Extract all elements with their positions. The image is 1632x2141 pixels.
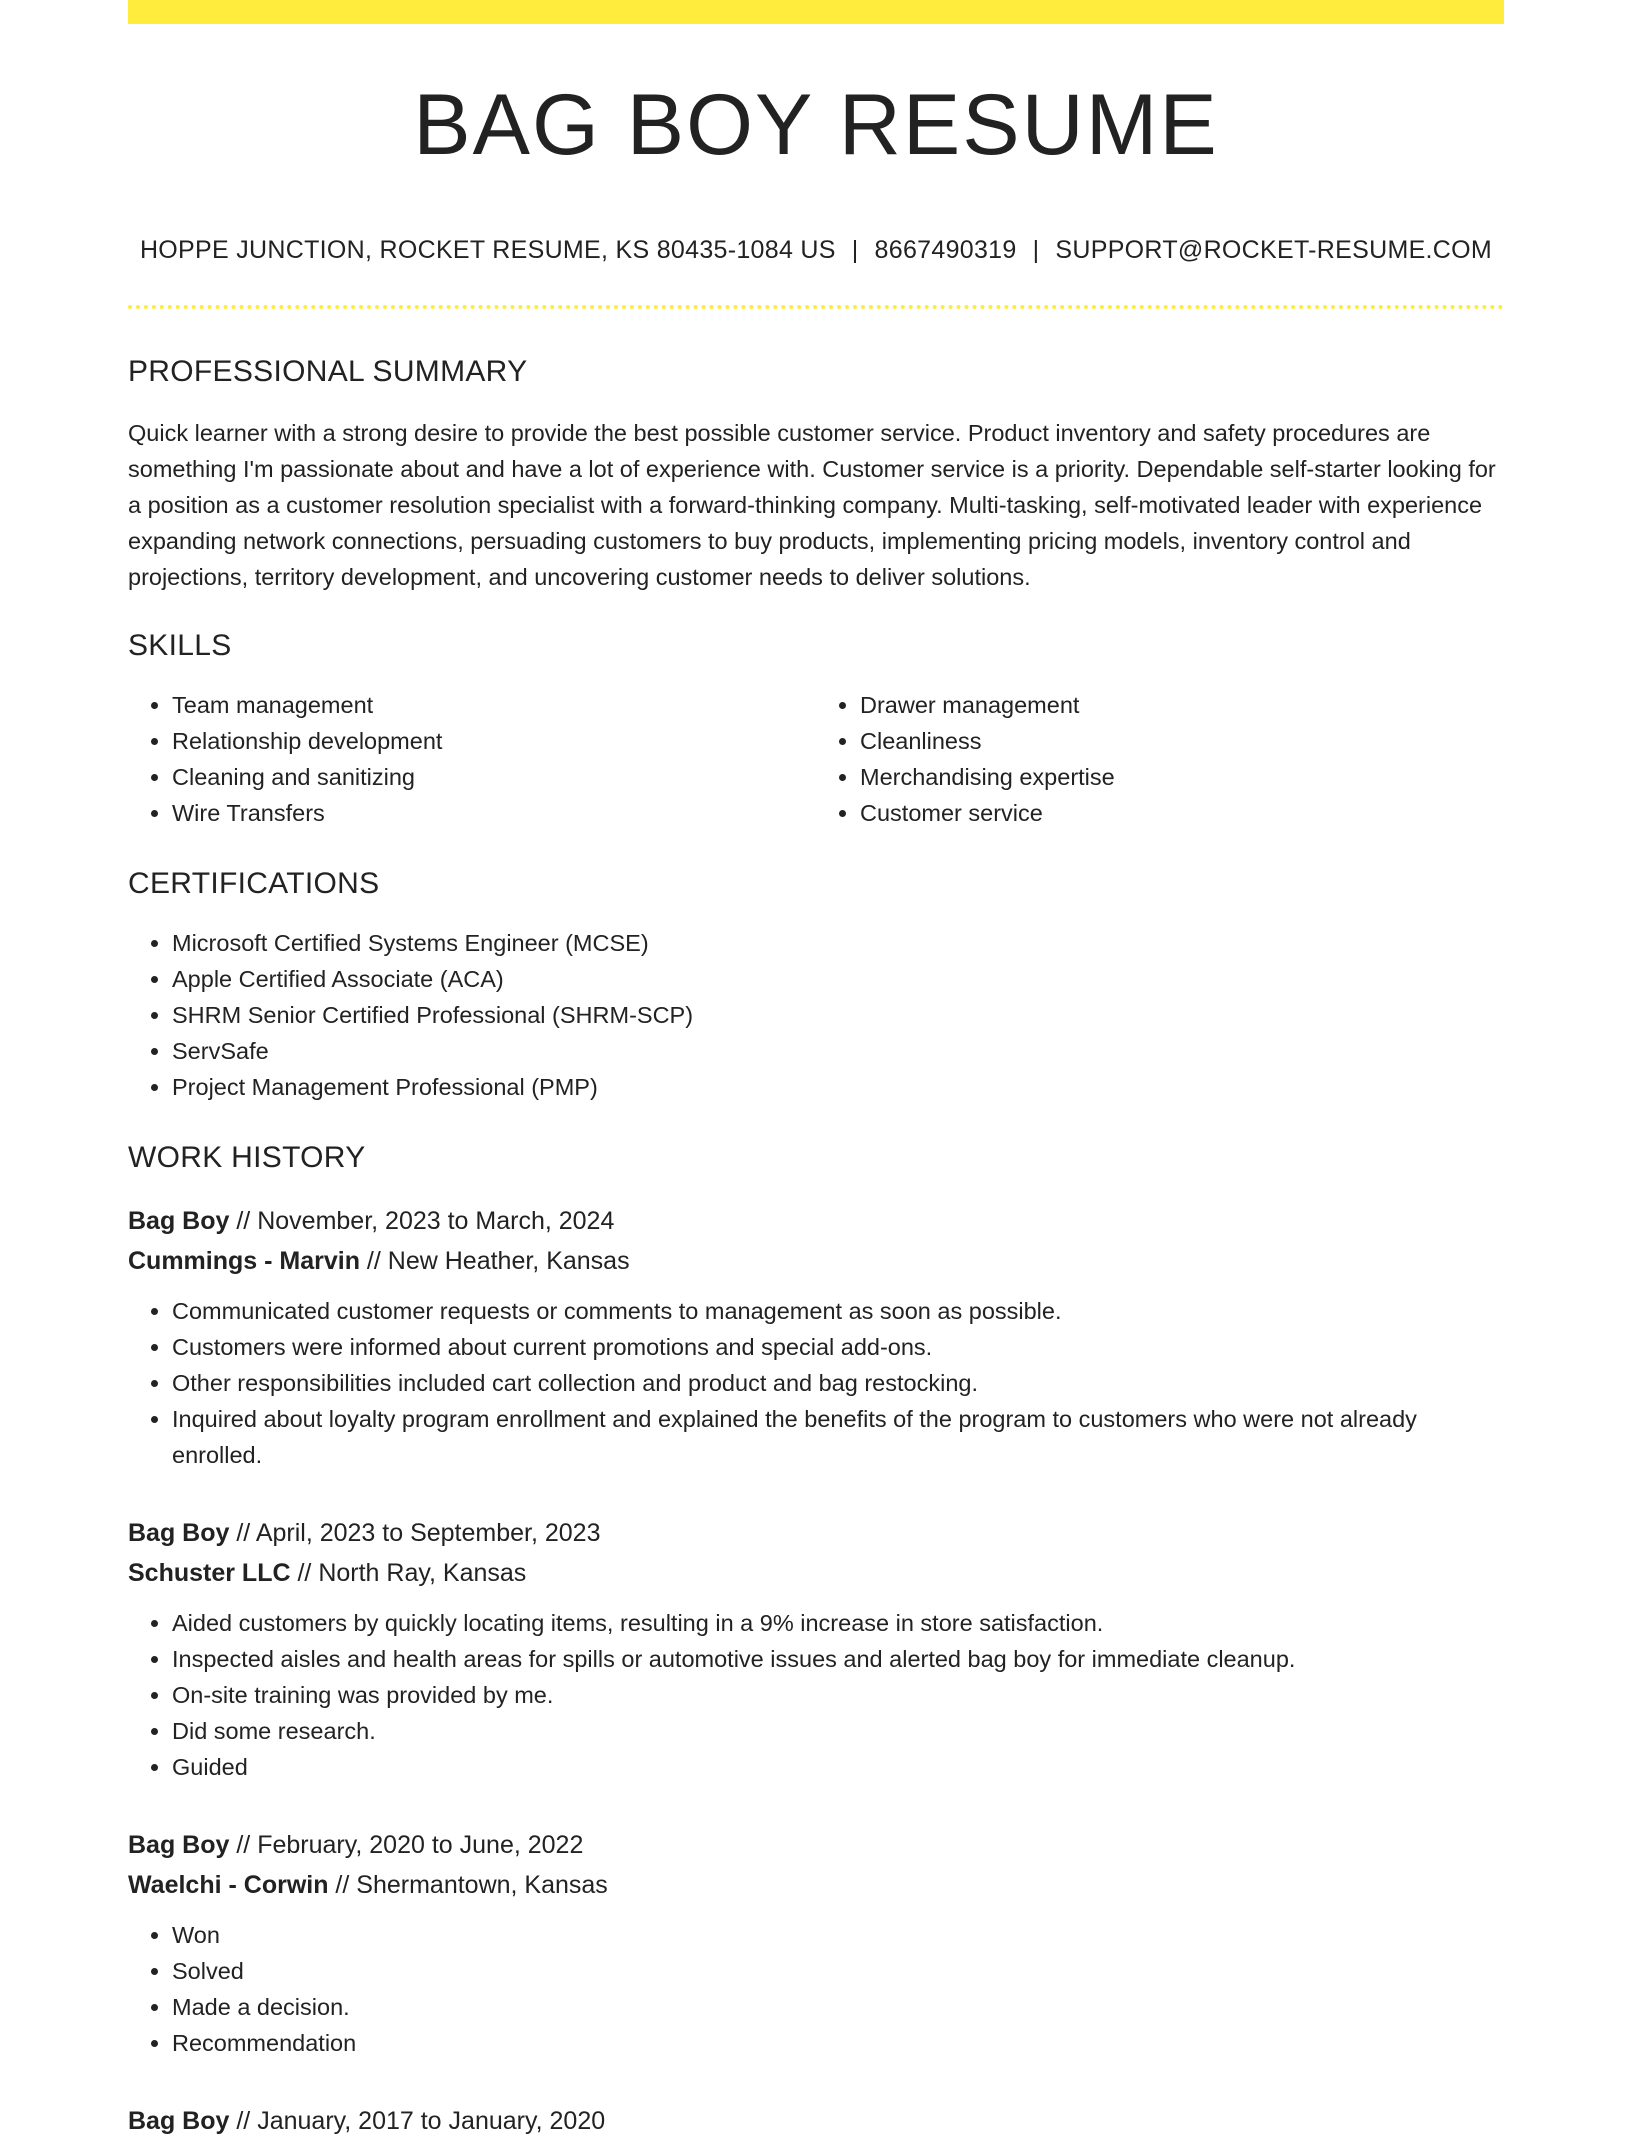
job-entry: [128, 1201, 1504, 1473]
certification-item: • Project Management Professional (PMP): [172, 1069, 1504, 1105]
job-role: Bag Boy: [128, 1831, 230, 1859]
job-duty: • Solved: [172, 1953, 1504, 1989]
job-separator: //: [229, 1831, 258, 1859]
work-history-heading: WORK HISTORY: [128, 1141, 366, 1174]
skill-item: • Relationship development: [172, 723, 816, 759]
job-duty: • Guided: [172, 1749, 1504, 1785]
certification-item: • Apple Certified Associate (ACA): [172, 961, 1504, 997]
job-duties-list: [128, 1293, 1504, 1473]
accent-top-bar: [128, 0, 1504, 24]
contact-email: SUPPORT@ROCKET-RESUME.COM: [1055, 236, 1493, 264]
certification-item: • SHRM Senior Certified Professional (SHRM-SCP): [172, 997, 1504, 1033]
job-duty: • Communicated customer requests or comments to management as soon as possible.: [172, 1293, 1504, 1329]
job-duty: • On-site training was provided by me.: [172, 1677, 1504, 1713]
job-separator: //: [290, 1559, 319, 1587]
skill-item: • Team management: [172, 687, 816, 723]
job-duty: • Other responsibilities included cart collection and product and bag restocking.: [172, 1365, 1504, 1401]
job-duty: • Recommendation: [172, 2025, 1504, 2061]
job-dates: November, 2023 to March, 2024: [257, 1207, 615, 1235]
skill-item: • Wire Transfers: [172, 795, 816, 831]
job-company: Schuster LLC: [128, 1559, 291, 1587]
job-company: Cummings - Marvin: [128, 1247, 360, 1275]
dotted-divider: [128, 305, 1504, 309]
job-company-line: [128, 1865, 1504, 1905]
job-location: Shermantown, Kansas: [356, 1871, 608, 1899]
job-location: North Ray, Kansas: [318, 1559, 527, 1587]
job-title-line: [128, 1201, 1504, 1241]
job-duty: • Made a decision.: [172, 1989, 1504, 2025]
job-entry: [128, 1825, 1504, 2061]
job-entry: [128, 2101, 1504, 2141]
job-separator: //: [229, 1519, 256, 1547]
contact-phone: 8667490319: [874, 236, 1017, 264]
job-duties-list: [128, 1917, 1504, 2061]
contact-separator: |: [1032, 236, 1040, 264]
job-company-line: [128, 1241, 1504, 1281]
skills-right-list: [816, 687, 1504, 831]
skill-item: • Cleaning and sanitizing: [172, 759, 816, 795]
skills-left-list: [128, 687, 816, 831]
skill-item: • Merchandising expertise: [860, 759, 1504, 795]
skills-heading: SKILLS: [128, 629, 232, 662]
skill-item: • Drawer management: [860, 687, 1504, 723]
certifications-heading: CERTIFICATIONS: [128, 867, 380, 900]
resume-title: BAG BOY RESUME: [413, 77, 1219, 173]
job-title-line: [128, 1513, 1504, 1553]
job-duty: • Customers were informed about current promotions and special add-ons.: [172, 1329, 1504, 1365]
certification-item: • ServSafe: [172, 1033, 1504, 1069]
job-role: Bag Boy: [128, 2107, 230, 2135]
job-separator: //: [229, 1207, 258, 1235]
job-role: Bag Boy: [128, 1207, 230, 1235]
resume-page: [128, 0, 1504, 2141]
job-separator: //: [229, 2107, 258, 2135]
job-dates: February, 2020 to June, 2022: [257, 1831, 584, 1859]
job-company-line: [128, 1553, 1504, 1593]
certifications-list: [128, 925, 1504, 1105]
job-title-line: [128, 1825, 1504, 1865]
job-duty: • Aided customers by quickly locating items, resulting in a 9% increase in store satisfaction.: [172, 1605, 1504, 1641]
job-duty: • Won: [172, 1917, 1504, 1953]
job-duties-list: [128, 1605, 1504, 1785]
job-duty: • Did some research.: [172, 1713, 1504, 1749]
contact-separator: |: [851, 236, 859, 264]
summary-heading: PROFESSIONAL SUMMARY: [128, 355, 528, 388]
job-title-line: [128, 2101, 1504, 2141]
skills-columns: [128, 687, 1504, 831]
skill-item: • Customer service: [860, 795, 1504, 831]
job-separator: //: [359, 1247, 388, 1275]
job-dates: April, 2023 to September, 2023: [255, 1519, 601, 1547]
skill-item: • Cleanliness: [860, 723, 1504, 759]
contact-line: [128, 236, 1504, 265]
job-company: Waelchi - Corwin: [128, 1871, 329, 1899]
job-dates: January, 2017 to January, 2020: [257, 2107, 606, 2135]
job-entry: [128, 1513, 1504, 1785]
job-duty: • Inquired about loyalty program enrollment and explained the benefits of the program to customers who were not already enrolled.: [172, 1401, 1504, 1473]
job-duty: • Inspected aisles and health areas for spills or automotive issues and alerted bag boy for immediate cleanup.: [172, 1641, 1504, 1677]
certification-item: • Microsoft Certified Systems Engineer (MCSE): [172, 925, 1504, 961]
job-location: New Heather, Kansas: [387, 1247, 630, 1275]
job-separator: //: [328, 1871, 357, 1899]
job-role: Bag Boy: [128, 1519, 230, 1547]
summary-text: Quick learner with a strong desire to provide the best possible customer service. Product inventory and safety procedures are something I'm passionate about and have a lot of experience with. Customer service is a priority. Dependable self-starter looking for a position as a customer resolution specialist with a forward-thinking company. Multi-tasking, self-motivated leader with experience expanding network connections, persuading customers to buy products, implementing pricing models, inventory control and projections, territory development, and uncovering customer needs to deliver solutions.: [128, 420, 1496, 590]
contact-address: HOPPE JUNCTION, ROCKET RESUME, KS 80435-1084 US: [139, 236, 836, 264]
